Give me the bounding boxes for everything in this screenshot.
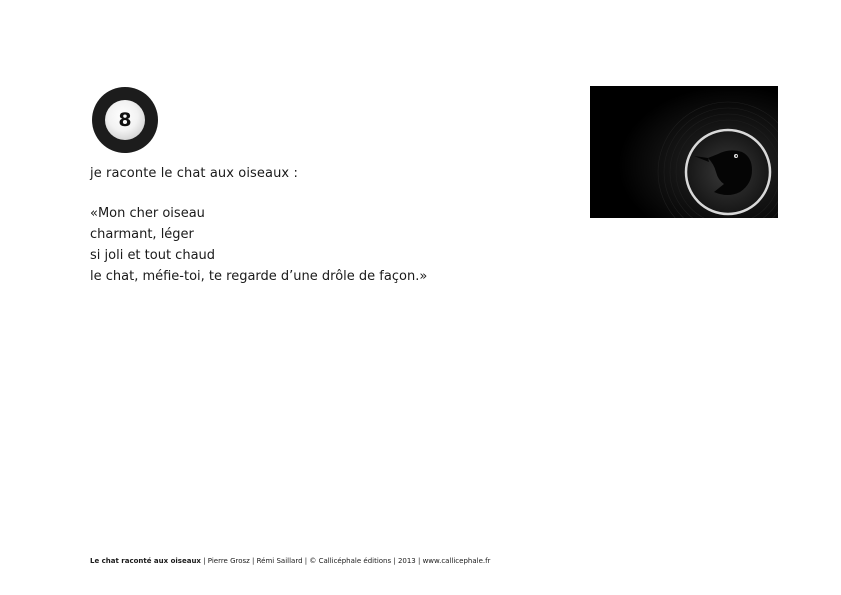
poem bbox=[90, 203, 427, 287]
footer bbox=[90, 557, 490, 565]
poem-line: si joli et tout chaud bbox=[90, 248, 216, 263]
page-number-badge bbox=[92, 87, 158, 153]
poem-line: charmant, léger bbox=[90, 227, 194, 242]
bird-illustration bbox=[590, 86, 778, 218]
poem-line: le chat, méfie-toi, te regarde d’une drôle de façon.» bbox=[90, 269, 428, 284]
footer-credits: | Pierre Grosz | Rémi Saillard | © Callicéphale éditions | 2013 | www.callicephale.fr bbox=[200, 557, 491, 565]
intro-text: je raconte le chat aux oiseaux : bbox=[90, 166, 298, 181]
poem-line: «Mon cher oiseau bbox=[90, 206, 205, 221]
page-number: 8 bbox=[105, 100, 145, 140]
bird-in-circle-icon bbox=[590, 86, 778, 218]
footer-title: Le chat raconté aux oiseaux bbox=[90, 557, 201, 565]
